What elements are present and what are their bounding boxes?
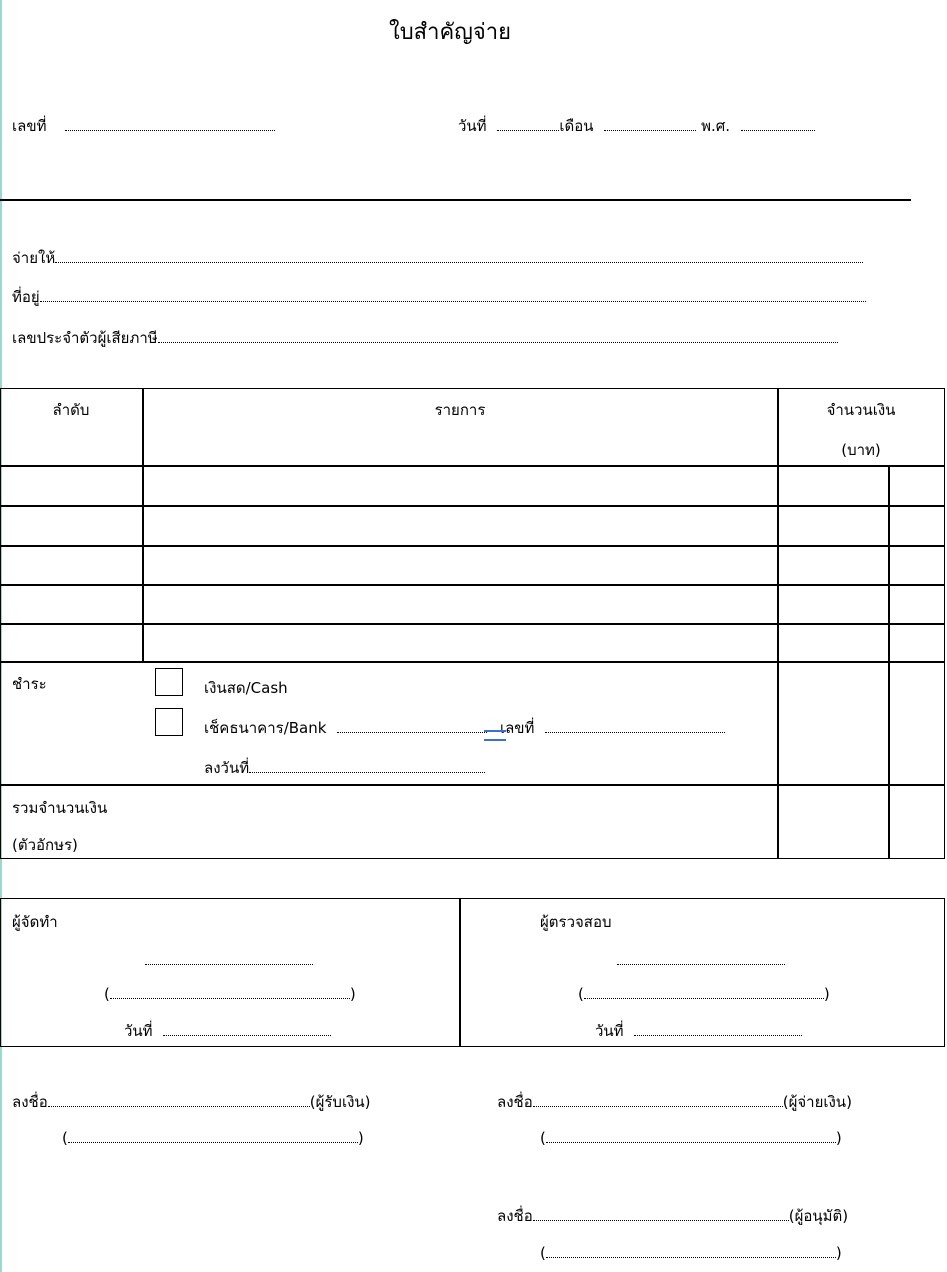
table-row-divider bbox=[0, 623, 944, 625]
table-row-divider bbox=[0, 784, 944, 786]
checked-by-name-field[interactable] bbox=[584, 984, 824, 999]
doc-number-field[interactable] bbox=[65, 116, 275, 131]
payer-name-row: ( ) bbox=[540, 1129, 842, 1147]
cheque-date-row bbox=[204, 756, 485, 780]
payer-name-field[interactable] bbox=[546, 1128, 836, 1143]
page-title: ใบสำคัญจ่าย bbox=[388, 20, 512, 45]
receiver-sign-row bbox=[12, 1090, 371, 1114]
table-row-divider bbox=[0, 661, 944, 663]
cheque-no-field[interactable] bbox=[545, 718, 725, 733]
payer-sign-label: ลงชื่อ bbox=[497, 1093, 533, 1111]
day-label: วันที่ bbox=[458, 117, 487, 135]
payer-role-label: (ผู้จ่ายเงิน) bbox=[782, 1093, 852, 1111]
day-field[interactable] bbox=[497, 116, 559, 131]
table-row-divider bbox=[0, 584, 944, 586]
pay-to-field[interactable] bbox=[55, 248, 863, 263]
receiver-name-field[interactable] bbox=[68, 1128, 358, 1143]
total-words-label: (ตัวอักษร) bbox=[12, 836, 78, 854]
header-divider bbox=[0, 199, 911, 201]
bank-field[interactable] bbox=[337, 718, 487, 733]
approver-role-label: (ผู้อนุมัติ) bbox=[788, 1207, 849, 1225]
address-field[interactable] bbox=[40, 287, 866, 302]
receiver-sign-label: ลงชื่อ bbox=[12, 1093, 48, 1111]
table-row-divider bbox=[0, 465, 944, 467]
cheque-checkbox[interactable] bbox=[155, 708, 183, 736]
prepared-by-label: ผู้จัดทำ bbox=[12, 913, 58, 931]
payer-sign-row bbox=[497, 1090, 852, 1114]
receiver-sign-field[interactable] bbox=[48, 1092, 310, 1107]
pay-to-label: จ่ายให้ bbox=[12, 249, 56, 267]
prepared-by-date-label: วันที่ bbox=[124, 1022, 153, 1040]
cheque-date-label: ลงวันที่ bbox=[204, 759, 250, 777]
header-amount-unit: (บาท) bbox=[841, 441, 881, 459]
prepared-by-name-row: ( ) bbox=[104, 985, 356, 1003]
table-row-divider bbox=[0, 505, 944, 507]
table-row-divider bbox=[0, 545, 944, 547]
doc-date-row bbox=[458, 114, 815, 138]
cheque-no-label: เลขที่ bbox=[499, 719, 535, 737]
receiver-name-row: ( ) bbox=[62, 1129, 364, 1147]
header-item: รายการ bbox=[434, 401, 486, 419]
checked-by-name-row: ( ) bbox=[578, 985, 830, 1003]
payer-sign-field[interactable] bbox=[533, 1092, 783, 1107]
checked-by-date-row bbox=[595, 1019, 802, 1043]
header-seq: ลำดับ bbox=[52, 401, 90, 419]
checked-by-date-field[interactable] bbox=[634, 1021, 802, 1036]
table-col-divider bbox=[888, 466, 890, 859]
year-label: พ.ศ. bbox=[701, 117, 731, 135]
header-amount: จำนวนเงิน bbox=[826, 401, 896, 419]
tax-id-field[interactable] bbox=[158, 328, 838, 343]
approver-name-row: ( ) bbox=[540, 1244, 842, 1262]
prepared-by-date-field[interactable] bbox=[163, 1021, 331, 1036]
pay-to-row bbox=[12, 246, 863, 270]
tax-id-label: เลขประจำตัวผู้เสียภาษี bbox=[12, 329, 158, 347]
doc-number-label: เลขที่ bbox=[12, 117, 47, 135]
payment-label: ชำระ bbox=[12, 675, 47, 693]
cash-checkbox[interactable] bbox=[155, 668, 183, 696]
total-label: รวมจำนวนเงิน bbox=[12, 799, 108, 817]
equals-marker-icon bbox=[484, 730, 506, 741]
cash-label: เงินสด/Cash bbox=[204, 679, 288, 697]
address-row bbox=[12, 285, 866, 309]
table-col-divider bbox=[142, 388, 144, 663]
approver-sign-label: ลงชื่อ bbox=[497, 1207, 533, 1225]
cheque-date-field[interactable] bbox=[249, 758, 485, 773]
checked-by-label: ผู้ตรวจสอบ bbox=[540, 913, 612, 931]
checked-by-date-label: วันที่ bbox=[595, 1022, 624, 1040]
month-field[interactable] bbox=[604, 116, 696, 131]
month-label: เดือน bbox=[559, 117, 594, 135]
approval-divider bbox=[459, 898, 461, 1047]
prepared-by-signature-field[interactable] bbox=[145, 950, 313, 965]
prepared-by-date-row bbox=[124, 1019, 331, 1043]
checked-by-signature-field[interactable] bbox=[617, 950, 785, 965]
prepared-by-name-field[interactable] bbox=[110, 984, 350, 999]
cheque-label: เช็คธนาคาร/Bank bbox=[204, 719, 327, 737]
doc-number-row bbox=[12, 114, 275, 138]
tax-id-row bbox=[12, 326, 838, 350]
receiver-role-label: (ผู้รับเงิน) bbox=[309, 1093, 371, 1111]
approver-name-field[interactable] bbox=[546, 1243, 836, 1258]
approver-sign-field[interactable] bbox=[533, 1206, 789, 1221]
cheque-row bbox=[204, 716, 725, 740]
year-field[interactable] bbox=[741, 116, 815, 131]
address-label: ที่อยู่ bbox=[12, 288, 40, 306]
approver-sign-row bbox=[497, 1204, 848, 1228]
